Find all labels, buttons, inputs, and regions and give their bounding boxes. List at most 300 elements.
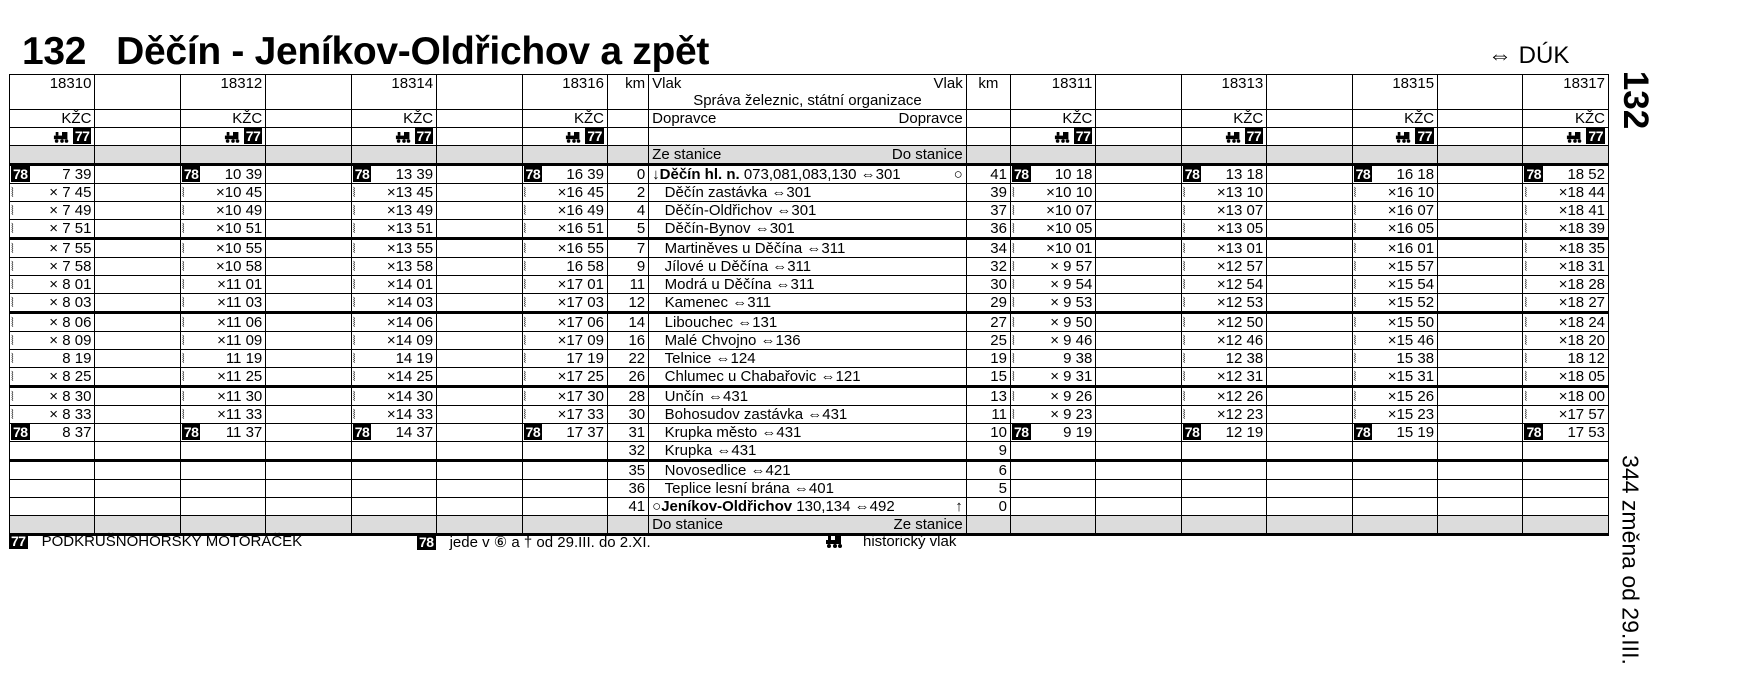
km-cell: 15 xyxy=(966,368,1010,387)
legend-loco xyxy=(825,533,956,550)
empty-cell xyxy=(437,498,522,516)
locomotive-icon xyxy=(1566,130,1584,143)
train-cell: ⦚ ×15 52 xyxy=(1352,294,1437,313)
empty-cell xyxy=(1438,480,1523,498)
empty-cell xyxy=(266,424,351,442)
km-cell: 35 xyxy=(607,461,648,480)
station-name: Bohosudov zastávka ⇔431 xyxy=(649,406,967,424)
empty-cell xyxy=(266,110,351,128)
train-cell: ⦚ ×13 05 xyxy=(1181,220,1266,239)
empty-cell xyxy=(1267,406,1352,424)
km-cell: 2 xyxy=(607,184,648,202)
train-cell xyxy=(1523,480,1609,498)
train-cell: 78 13 39 xyxy=(351,165,436,184)
train-cell: ⦚ ×18 20 xyxy=(1523,332,1609,350)
empty-cell xyxy=(266,368,351,387)
empty-cell xyxy=(1096,110,1181,128)
train-cell xyxy=(1181,146,1266,165)
empty-cell xyxy=(437,128,522,146)
train-cell xyxy=(351,146,436,165)
train-cell xyxy=(1181,498,1266,516)
legend-77 xyxy=(9,533,302,550)
train-cell: ⦚ ×18 24 xyxy=(1523,313,1609,332)
train-cell xyxy=(1523,92,1609,110)
train-cell: ⦚ ×13 10 xyxy=(1181,184,1266,202)
km-cell: 36 xyxy=(607,480,648,498)
station-cell xyxy=(649,128,967,146)
train-cell: ⦚ ×12 31 xyxy=(1181,368,1266,387)
train-cell: ⦚ × 8 33 xyxy=(10,406,95,424)
locomotive-icon xyxy=(1395,130,1413,143)
empty-cell xyxy=(95,461,180,480)
train-cell: ⦚ 9 38 xyxy=(1010,350,1095,368)
train-cell: KŽC xyxy=(522,110,607,128)
empty-cell xyxy=(1267,92,1352,110)
train-cell: ⦚ ×15 31 xyxy=(1352,368,1437,387)
empty-cell xyxy=(95,128,180,146)
empty-cell xyxy=(1096,442,1181,461)
train-cell: ⦚ ×18 41 xyxy=(1523,202,1609,220)
train-cell: ⦚ × 9 46 xyxy=(1010,332,1095,350)
empty-cell xyxy=(437,92,522,110)
empty-cell xyxy=(266,146,351,165)
train-cell: ⦚ × 9 53 xyxy=(1010,294,1095,313)
train-cell: ⦚ ×14 25 xyxy=(351,368,436,387)
station-name: Unčín ⇔431 xyxy=(649,387,967,406)
train-cell: ⦚ ×10 01 xyxy=(1010,239,1095,258)
train-cell: ⦚ ×11 09 xyxy=(180,332,265,350)
empty-cell xyxy=(1438,239,1523,258)
side-change-note: 344 změna od 29.III. xyxy=(1617,455,1644,665)
empty-cell xyxy=(95,202,180,220)
train-cell: ⦚ ×18 31 xyxy=(1523,258,1609,276)
train-cell: ⦚ × 9 54 xyxy=(1010,276,1095,294)
empty-cell xyxy=(266,202,351,220)
train-cell: KŽC xyxy=(1010,110,1095,128)
train-cell: ⦚ ×14 09 xyxy=(351,332,436,350)
page-title xyxy=(22,30,709,74)
train-cell: ⦚ ×14 06 xyxy=(351,313,436,332)
train-cell: ⦚ ×16 10 xyxy=(1352,184,1437,202)
empty-cell xyxy=(95,92,180,110)
empty-cell xyxy=(95,498,180,516)
train-cell: 78 17 53 xyxy=(1523,424,1609,442)
empty-cell xyxy=(1438,276,1523,294)
train-cell xyxy=(522,92,607,110)
train-cell xyxy=(10,461,95,480)
km-cell: 19 xyxy=(966,350,1010,368)
empty-cell xyxy=(266,498,351,516)
table-row xyxy=(10,146,1609,165)
empty-cell xyxy=(1096,313,1181,332)
empty-cell xyxy=(1096,220,1181,239)
empty-cell xyxy=(1438,146,1523,165)
empty-cell xyxy=(1438,498,1523,516)
table-row xyxy=(10,165,1609,184)
train-cell: ⦚ × 8 09 xyxy=(10,332,95,350)
empty-cell xyxy=(1438,128,1523,146)
table-row xyxy=(10,516,1609,535)
train-cell: ⦚ ×18 27 xyxy=(1523,294,1609,313)
line-number: 132 xyxy=(22,30,87,73)
train-cell xyxy=(1523,442,1609,461)
train-cell: ⦚ ×10 58 xyxy=(180,258,265,276)
table-row xyxy=(10,461,1609,480)
empty-cell xyxy=(95,258,180,276)
train-cell: ⦚ × 7 58 xyxy=(10,258,95,276)
km-cell: 13 xyxy=(966,387,1010,406)
organization-name: Správa železnic, státní organizace xyxy=(649,92,967,110)
empty-cell xyxy=(437,332,522,350)
train-cell: ⦚ ×16 05 xyxy=(1352,220,1437,239)
km-cell xyxy=(607,128,648,146)
km-cell: 41 xyxy=(966,165,1010,184)
empty-cell xyxy=(437,368,522,387)
dopravce-header: Dopravce Dopravce xyxy=(649,110,967,128)
empty-cell xyxy=(266,516,351,535)
train-cell: 78 8 37 xyxy=(10,424,95,442)
empty-cell xyxy=(1096,406,1181,424)
train-cell xyxy=(10,480,95,498)
table-row xyxy=(10,442,1609,461)
train-cell: 77 xyxy=(1523,128,1609,146)
empty-cell xyxy=(437,424,522,442)
empty-cell xyxy=(437,313,522,332)
empty-cell xyxy=(266,350,351,368)
empty-cell xyxy=(266,313,351,332)
train-cell: KŽC xyxy=(1352,110,1437,128)
station-name: Teplice lesní brána ⇔401 xyxy=(649,480,967,498)
legend-78 xyxy=(417,533,651,551)
empty-cell xyxy=(1096,75,1181,93)
km-cell: 32 xyxy=(966,258,1010,276)
train-cell: 78 12 19 xyxy=(1181,424,1266,442)
table-row xyxy=(10,406,1609,424)
train-cell: ⦚ ×16 49 xyxy=(522,202,607,220)
locomotive-icon xyxy=(395,130,413,143)
empty-cell xyxy=(1096,516,1181,535)
train-cell: ⦚ ×12 46 xyxy=(1181,332,1266,350)
empty-cell xyxy=(1267,184,1352,202)
train-cell: ⦚ ×13 49 xyxy=(351,202,436,220)
train-cell: 77 xyxy=(1010,128,1095,146)
train-cell: ⦚ ×12 23 xyxy=(1181,406,1266,424)
station-name: ↓Děčín hl. n. 073,081,083,130 ⇔301 ○ xyxy=(649,165,967,184)
train-cell xyxy=(180,498,265,516)
empty-cell xyxy=(1267,294,1352,313)
train-cell xyxy=(1010,516,1095,535)
train-cell: ⦚ ×18 39 xyxy=(1523,220,1609,239)
table-row xyxy=(10,202,1609,220)
km-cell: 6 xyxy=(966,461,1010,480)
train-cell xyxy=(522,461,607,480)
train-cell xyxy=(10,498,95,516)
empty-cell xyxy=(1096,258,1181,276)
train-cell: ⦚ ×15 54 xyxy=(1352,276,1437,294)
empty-cell xyxy=(95,220,180,239)
train-cell: KŽC xyxy=(180,110,265,128)
empty-cell xyxy=(95,75,180,93)
legend-77-text: PODKRUŠNOHORSKÝ MOTORÁČEK xyxy=(41,533,303,550)
train-cell: KŽC xyxy=(351,110,436,128)
train-cell: 18317 xyxy=(1523,75,1609,93)
badge-77: 77 xyxy=(11,533,26,549)
km-cell xyxy=(966,146,1010,165)
train-cell: ⦚ ×17 30 xyxy=(522,387,607,406)
train-cell: ⦚ ×13 55 xyxy=(351,239,436,258)
empty-cell xyxy=(1438,184,1523,202)
train-cell: 78 15 19 xyxy=(1352,424,1437,442)
train-cell: ⦚ ×12 26 xyxy=(1181,387,1266,406)
route-name: Děčín - Jeníkov-Oldřichov a zpět xyxy=(116,30,710,73)
empty-cell xyxy=(1096,498,1181,516)
train-cell: 77 xyxy=(522,128,607,146)
empty-cell xyxy=(1267,424,1352,442)
empty-cell xyxy=(437,146,522,165)
km-cell: 25 xyxy=(966,332,1010,350)
train-cell: ⦚ ×11 01 xyxy=(180,276,265,294)
empty-cell xyxy=(1096,202,1181,220)
empty-cell xyxy=(1096,276,1181,294)
empty-cell xyxy=(1267,128,1352,146)
train-cell: ⦚ ×17 06 xyxy=(522,313,607,332)
train-cell xyxy=(10,516,95,535)
train-cell: ⦚ ×13 51 xyxy=(351,220,436,239)
km-cell: 11 xyxy=(607,276,648,294)
train-cell: ⦚ ×17 33 xyxy=(522,406,607,424)
empty-cell xyxy=(1096,368,1181,387)
train-cell: ⦚ ×13 58 xyxy=(351,258,436,276)
train-cell: ⦚ ×16 55 xyxy=(522,239,607,258)
table-row xyxy=(10,128,1609,146)
empty-cell xyxy=(1267,387,1352,406)
train-cell xyxy=(1523,516,1609,535)
km-cell: 9 xyxy=(966,442,1010,461)
train-cell xyxy=(522,442,607,461)
empty-cell xyxy=(266,75,351,93)
direction-header: Ze stanice Do stanice xyxy=(649,146,967,165)
train-cell: 78 10 39 xyxy=(180,165,265,184)
train-cell: 18315 xyxy=(1352,75,1437,93)
train-cell: ⦚ ×17 01 xyxy=(522,276,607,294)
empty-cell xyxy=(1267,350,1352,368)
empty-cell xyxy=(1438,516,1523,535)
km-cell xyxy=(607,516,648,535)
table-row xyxy=(10,480,1609,498)
train-cell: ⦚ ×10 55 xyxy=(180,239,265,258)
direction-footer: Do stanice Ze stanice xyxy=(649,516,967,535)
empty-cell xyxy=(95,276,180,294)
empty-cell xyxy=(266,461,351,480)
train-cell: ⦚ ×18 00 xyxy=(1523,387,1609,406)
train-cell xyxy=(351,498,436,516)
train-cell: ⦚ ×18 35 xyxy=(1523,239,1609,258)
train-cell: 78 7 39 xyxy=(10,165,95,184)
empty-cell xyxy=(1267,313,1352,332)
empty-cell xyxy=(1096,424,1181,442)
train-cell xyxy=(180,516,265,535)
train-cell xyxy=(522,498,607,516)
km-cell: 14 xyxy=(607,313,648,332)
table-row xyxy=(10,239,1609,258)
train-cell: ⦚ 8 19 xyxy=(10,350,95,368)
empty-cell xyxy=(1267,110,1352,128)
train-cell: ⦚ ×12 50 xyxy=(1181,313,1266,332)
train-cell xyxy=(10,442,95,461)
train-cell: ⦚ × 9 26 xyxy=(1010,387,1095,406)
km-cell: 10 xyxy=(966,424,1010,442)
empty-cell xyxy=(1267,480,1352,498)
empty-cell xyxy=(1267,239,1352,258)
train-cell xyxy=(1010,498,1095,516)
empty-cell xyxy=(437,258,522,276)
train-cell: ⦚ 15 38 xyxy=(1352,350,1437,368)
table-row xyxy=(10,387,1609,406)
empty-cell xyxy=(437,294,522,313)
train-cell xyxy=(1352,516,1437,535)
empty-cell xyxy=(437,202,522,220)
km-cell: 30 xyxy=(607,406,648,424)
table-row xyxy=(10,368,1609,387)
train-cell: ⦚ ×12 54 xyxy=(1181,276,1266,294)
empty-cell xyxy=(437,350,522,368)
train-cell: ⦚ ×14 30 xyxy=(351,387,436,406)
empty-cell xyxy=(266,480,351,498)
empty-cell xyxy=(437,75,522,93)
empty-cell xyxy=(95,424,180,442)
train-cell: ⦚ ×18 05 xyxy=(1523,368,1609,387)
empty-cell xyxy=(1267,461,1352,480)
table-row xyxy=(10,294,1609,313)
locomotive-icon xyxy=(565,130,583,143)
locomotive-icon xyxy=(1054,130,1072,143)
empty-cell xyxy=(1096,146,1181,165)
km-cell xyxy=(607,110,648,128)
station-name: Novosedlice ⇔421 xyxy=(649,461,967,480)
train-cell: ⦚ ×11 33 xyxy=(180,406,265,424)
train-cell: 18313 xyxy=(1181,75,1266,93)
empty-cell xyxy=(1096,332,1181,350)
km-cell xyxy=(966,516,1010,535)
km-cell: 11 xyxy=(966,406,1010,424)
table-row xyxy=(10,350,1609,368)
train-cell: ⦚ × 7 45 xyxy=(10,184,95,202)
train-cell: ⦚ ×16 45 xyxy=(522,184,607,202)
table-row xyxy=(10,332,1609,350)
locomotive-icon xyxy=(1225,130,1243,143)
km-cell: 34 xyxy=(966,239,1010,258)
station-name: Děčín zastávka ⇔301 xyxy=(649,184,967,202)
station-name: Libouchec ⇔131 xyxy=(649,313,967,332)
train-cell: ⦚ × 9 57 xyxy=(1010,258,1095,276)
train-cell: 77 xyxy=(351,128,436,146)
train-cell xyxy=(351,461,436,480)
empty-cell xyxy=(1096,165,1181,184)
km-header: km xyxy=(966,75,1010,93)
train-cell: ⦚ ×18 44 xyxy=(1523,184,1609,202)
station-name: Chlumec u Chabařovic ⇔121 xyxy=(649,368,967,387)
empty-cell xyxy=(1438,202,1523,220)
train-cell: ⦚ ×16 51 xyxy=(522,220,607,239)
empty-cell xyxy=(95,165,180,184)
train-cell: ⦚ × 9 50 xyxy=(1010,313,1095,332)
km-cell: 27 xyxy=(966,313,1010,332)
empty-cell xyxy=(437,165,522,184)
station-name: ○Jeníkov-Oldřichov 130,134 ⇔492 ↑ xyxy=(649,498,967,516)
train-cell xyxy=(351,442,436,461)
empty-cell xyxy=(1267,202,1352,220)
train-cell xyxy=(1352,498,1437,516)
empty-cell xyxy=(1096,350,1181,368)
vlak-header: Vlak Vlak xyxy=(649,75,967,93)
train-cell xyxy=(1181,461,1266,480)
empty-cell xyxy=(437,387,522,406)
empty-cell xyxy=(1438,75,1523,93)
train-cell xyxy=(180,461,265,480)
table-row xyxy=(10,276,1609,294)
train-cell: ⦚ × 8 25 xyxy=(10,368,95,387)
train-cell: 78 18 52 xyxy=(1523,165,1609,184)
train-cell xyxy=(522,480,607,498)
train-cell: ⦚ ×11 03 xyxy=(180,294,265,313)
empty-cell xyxy=(95,442,180,461)
empty-cell xyxy=(266,276,351,294)
empty-cell xyxy=(1096,294,1181,313)
station-name: Krupka ⇔431 xyxy=(649,442,967,461)
km-cell: 0 xyxy=(966,498,1010,516)
empty-cell xyxy=(266,258,351,276)
station-name: Děčín-Bynov ⇔301 xyxy=(649,220,967,239)
empty-cell xyxy=(266,406,351,424)
empty-cell xyxy=(1267,332,1352,350)
train-cell: ⦚ ×10 07 xyxy=(1010,202,1095,220)
km-cell: 36 xyxy=(966,220,1010,239)
empty-cell xyxy=(95,350,180,368)
train-cell: ⦚ 12 38 xyxy=(1181,350,1266,368)
train-cell: ⦚ ×10 05 xyxy=(1010,220,1095,239)
train-cell: ⦚ ×14 03 xyxy=(351,294,436,313)
empty-cell xyxy=(95,294,180,313)
train-cell: ⦚ ×13 45 xyxy=(351,184,436,202)
train-cell: ⦚ × 7 51 xyxy=(10,220,95,239)
empty-cell xyxy=(437,516,522,535)
train-cell: 78 17 37 xyxy=(522,424,607,442)
empty-cell xyxy=(437,442,522,461)
station-name: Jílové u Děčína ⇔311 xyxy=(649,258,967,276)
train-cell: 18316 xyxy=(522,75,607,93)
legend-loco-text: historický vlak xyxy=(863,533,957,550)
empty-cell xyxy=(95,387,180,406)
km-cell: 5 xyxy=(966,480,1010,498)
km-cell: 41 xyxy=(607,498,648,516)
train-cell: 77 xyxy=(1352,128,1437,146)
km-cell xyxy=(966,92,1010,110)
empty-cell xyxy=(266,220,351,239)
train-cell: 78 13 18 xyxy=(1181,165,1266,184)
train-cell: 78 14 37 xyxy=(351,424,436,442)
table-row xyxy=(10,184,1609,202)
legend-78-text: jede v ⑥ a † od 29.III. do 2.XI. xyxy=(449,534,651,551)
km-header: km xyxy=(607,75,648,93)
train-cell xyxy=(1010,92,1095,110)
train-cell: ⦚ ×13 07 xyxy=(1181,202,1266,220)
locomotive-icon xyxy=(825,534,845,548)
train-cell: ⦚ ×15 57 xyxy=(1352,258,1437,276)
empty-cell xyxy=(1096,387,1181,406)
train-cell: ⦚ 16 58 xyxy=(522,258,607,276)
train-cell xyxy=(1352,480,1437,498)
km-cell: 7 xyxy=(607,239,648,258)
